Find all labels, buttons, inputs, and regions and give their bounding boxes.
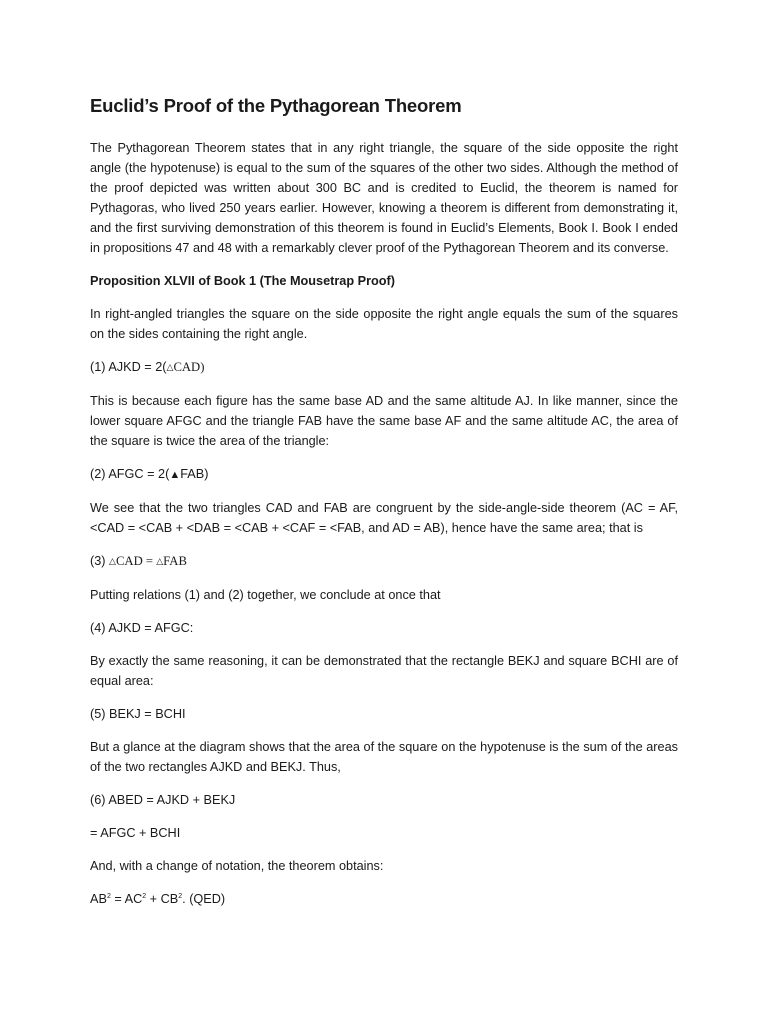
notation-change-text: And, with a change of notation, the theorem obtains: <box>90 859 384 873</box>
equation-2-explanation: We see that the two triangles CAD and FAB are congruent by the side-angle-side theorem (AC = AF, <CAD = <CAB + <DAB = <CAB + <CAF = <FAB, and AD = AB), hence have the same area; that is <box>90 501 678 535</box>
equation-3-right-term: FAB <box>163 554 187 568</box>
equation-3-left-term: CAD <box>115 554 143 568</box>
equation-1-explanation: This is because each figure has the same base AD and the same altitude AJ. In like manner, since the lower square AFGC and the triangle FAB have the same base AF and the same altitude AC, the area of the square is twice the area of the triangle: <box>90 394 678 448</box>
equation-4-explanation: By exactly the same reasoning, it can be demonstrated that the rectangle BEKJ and square BCHI are of equal area: <box>90 654 678 688</box>
equation-6-continued: = AFGC + BCHI <box>90 826 181 840</box>
equation-1 <box>90 357 678 378</box>
proposition-statement: In right-angled triangles the square on the side opposite the right angle equals the sum of the squares on the sides containing the right angle. <box>90 307 678 341</box>
exponent: 2 <box>106 893 111 900</box>
proposition-heading: Proposition XLVII of Book 1 (The Mousetrap Proof) <box>90 274 395 288</box>
equation-1-suffix: ) <box>200 360 205 374</box>
triangle-symbol: △ <box>109 556 116 566</box>
equation-3-equals: = <box>142 554 157 568</box>
equation-2-term: FAB <box>180 467 205 481</box>
intro-paragraph: The Pythagorean Theorem states that in any right triangle, the square of the side opposite the right angle (the hypotenuse) is equal to the sum of the squares of the other two sides. Although the method of the proof depicted was written about 300 BC and is credited to Euclid, the theorem is named for Pythagoras, who lived 250 years earlier. However, knowing a theorem is different from demonstrating it, and the first surviving demonstration of this theorem is found in Euclid’s Elements, Book I. Book I ended in propositions 47 and 48 with a remarkably clever proof of the Pythagorean Theorem and its converse. <box>90 141 678 255</box>
equation-3-prefix: (3) <box>90 554 110 568</box>
equation-5-explanation: But a glance at the diagram shows that the area of the square on the hypotenuse is the sum of the areas of the two rectangles AJKD and BEKJ. Thus, <box>90 740 678 774</box>
equation-1-term: CAD <box>173 360 201 374</box>
document-title: Euclid’s Proof of the Pythagorean Theorem <box>90 95 462 116</box>
equation-6: (6) ABED = AJKD + BEKJ <box>90 793 236 807</box>
document-page <box>90 94 678 922</box>
equation-2-prefix: (2) AFGC = 2( <box>90 467 170 481</box>
conclusion-ab: AB <box>90 892 107 906</box>
equation-5: (5) BEKJ = BCHI <box>90 707 186 721</box>
equation-3 <box>90 551 678 572</box>
conclusion-qed: . (QED) <box>182 892 226 906</box>
triangle-symbol: △ <box>166 362 174 372</box>
conclusion-ac: = AC <box>110 892 143 906</box>
equation-3-explanation: Putting relations (1) and (2) together, we conclude at once that <box>90 588 441 602</box>
equation-2 <box>90 464 678 485</box>
exponent: 2 <box>178 893 183 900</box>
conclusion-cb: + CB <box>146 892 179 906</box>
theorem-conclusion <box>90 889 678 909</box>
equation-2-suffix: ) <box>204 467 209 481</box>
equation-1-prefix: (1) AJKD = 2( <box>90 360 167 374</box>
triangle-symbol: ▲ <box>169 469 181 481</box>
triangle-symbol: △ <box>156 556 164 566</box>
exponent: 2 <box>142 893 147 900</box>
equation-4: (4) AJKD = AFGC: <box>90 621 194 635</box>
